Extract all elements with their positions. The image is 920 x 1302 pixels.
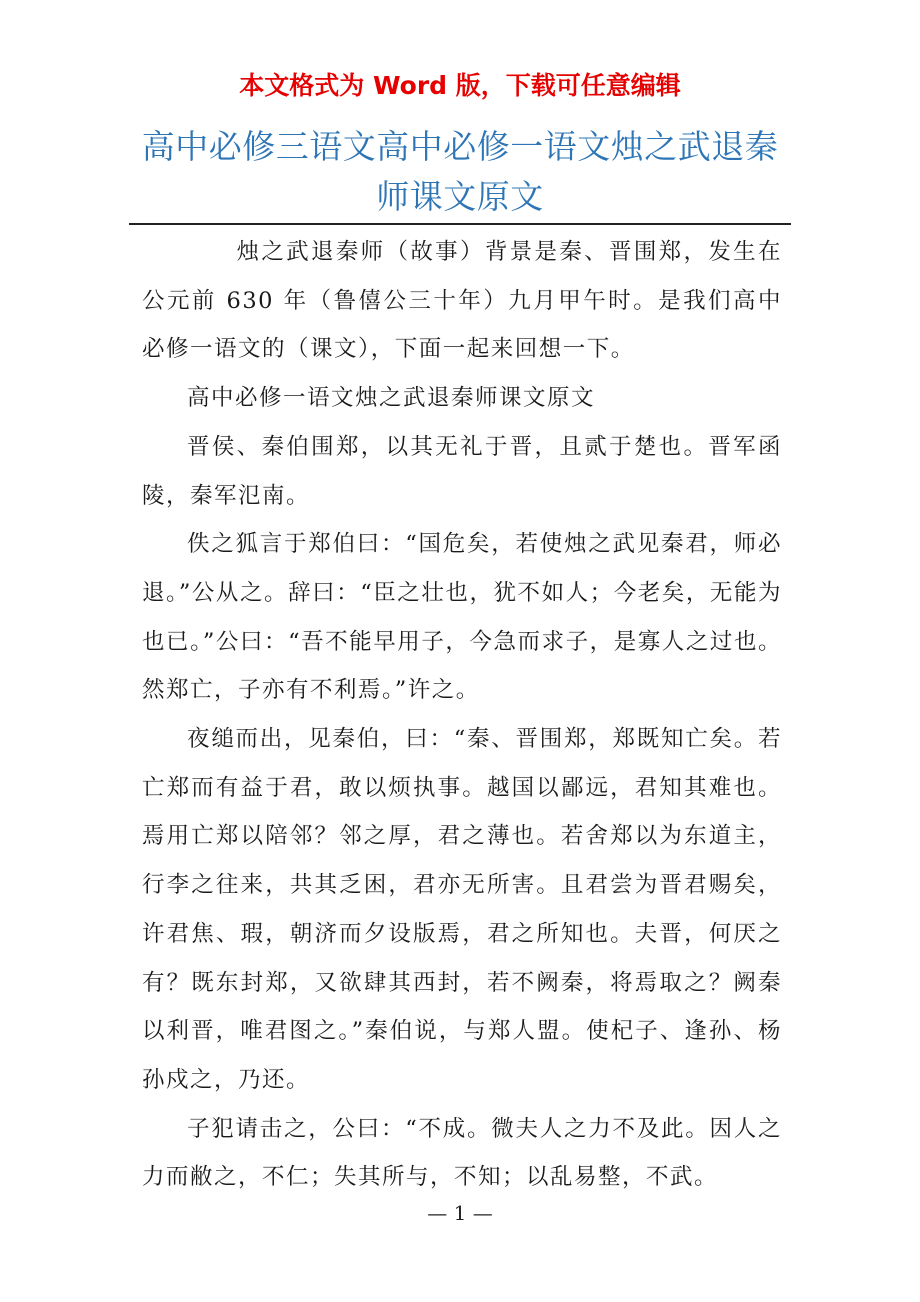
paragraph: 子犯请击之，公曰：“不成。微夫人之力不及此。因人之力而敝之，不仁；失其所与，不知；以乱易整，不武。: [142, 1115, 782, 1191]
paragraph-heading: 高中必修一语文烛之武退秦师课文原文: [187, 385, 596, 412]
format-notice: 本文格式为 Word 版，下载可任意编辑: [239, 71, 681, 100]
document-body: [142, 228, 782, 1202]
page-number: — 1 —: [427, 1201, 493, 1225]
paragraph-intro: 烛之武退秦师（故事）背景是秦、晋围郑，发生在公元前 630 年（鲁僖公三十年）九月甲午时。是我们高中必修一语文的（课文），下面一起来回想一下。: [142, 239, 782, 363]
document-title: 高中必修三语文高中必修一语文烛之武退秦师课文原文: [141, 127, 779, 216]
title-divider: [129, 223, 791, 225]
paragraph: 晋侯、秦伯围郑，以其无礼于晋，且贰于楚也。晋军函陵，秦军氾南。: [142, 433, 782, 509]
paragraph: 佚之狐言于郑伯曰：“国危矣，若使烛之武见秦君，师必退。”公从之。辞曰：“臣之壮也，犹不如人；今老矣，无能为也已。”公曰：“吾不能早用子，今急而求子，是寡人之过也。然郑亡，子亦有不利焉。”许之。: [142, 531, 782, 704]
paragraph: 夜缒而出，见秦伯，曰：“秦、晋围郑，郑既知亡矣。若亡郑而有益于君，敢以烦执事。越国以鄙远，君知其难也。焉用亡郑以陪邻？邻之厚，君之薄也。若舍郑以为东道主，行李之往来，共其乏困，君亦无所害。且君尝为晋君赐矣，许君焦、瑕，朝济而夕设版焉，君之所知也。夫晋，何厌之有？既东封郑，又欲肆其西封，若不阙秦，将焉取之？阙秦以利晋，唯君图之。”秦伯说，与郑人盟。使杞子、逢孙、杨孙戍之，乃还。: [142, 726, 782, 1093]
